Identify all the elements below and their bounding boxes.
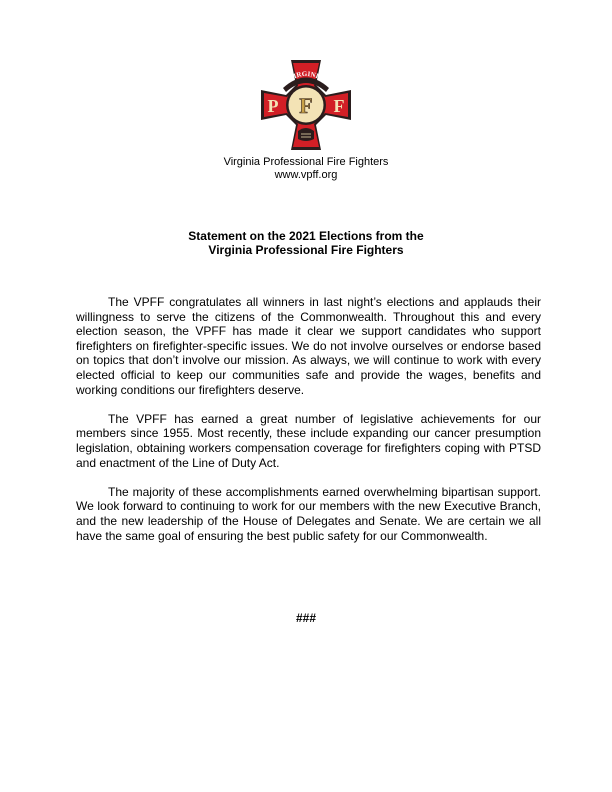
organization-name: Virginia Professional Fire Fighters (223, 156, 389, 168)
paragraph-bipartisan: The majority of these accomplishments earned overwhelming bipartisan support. We look forward to continuing to work for our members with the new Executive Branch, and the new leadership of the House of Delegates and Senate. We are certain we all have the same goal of ensuring the best public safety for our Commonwealth. (76, 484, 541, 543)
letter-p: P (267, 96, 279, 116)
emblem-bottom-icon (298, 128, 314, 141)
vpff-maltese-cross-logo (256, 55, 356, 155)
title-line-2: Virginia Professional Fire Fighters (208, 243, 404, 257)
organization-header (0, 156, 612, 182)
paragraph-achievements: The VPFF has earned a great number of legislative achievements for our members since 1955. Most recently, these include expanding our cancer presumption legislation, obtaining workers compensation coverage for firefighters coping with PTSD and enactment of the Line of Duty Act. (76, 411, 541, 470)
paragraph-congratulations: The VPFF congratulates all winners in last night’s elections and applauds their willingness to serve the citizens of the Commonwealth. Throughout this and every election season, the VPFF has made it clear we support candidates who support firefighters on firefighter-specific issues. We do not involve ourselves or endorse based on topics that don’t involve our mission. As always, we will continue to work with every elected official to keep our communities safe and provide the wages, benefits and working conditions our firefighters deserve. (76, 295, 541, 397)
end-of-statement-mark: ### (295, 611, 317, 625)
statement-body (76, 295, 541, 558)
banner-text: VIRGINIA (287, 69, 325, 83)
title-line-1: Statement on the 2021 Elections from the (188, 229, 424, 243)
statement-title (0, 229, 612, 257)
letter-center-f: F (299, 93, 313, 118)
letter-f: F (333, 96, 345, 116)
organization-website: www.vpff.org (274, 169, 338, 181)
